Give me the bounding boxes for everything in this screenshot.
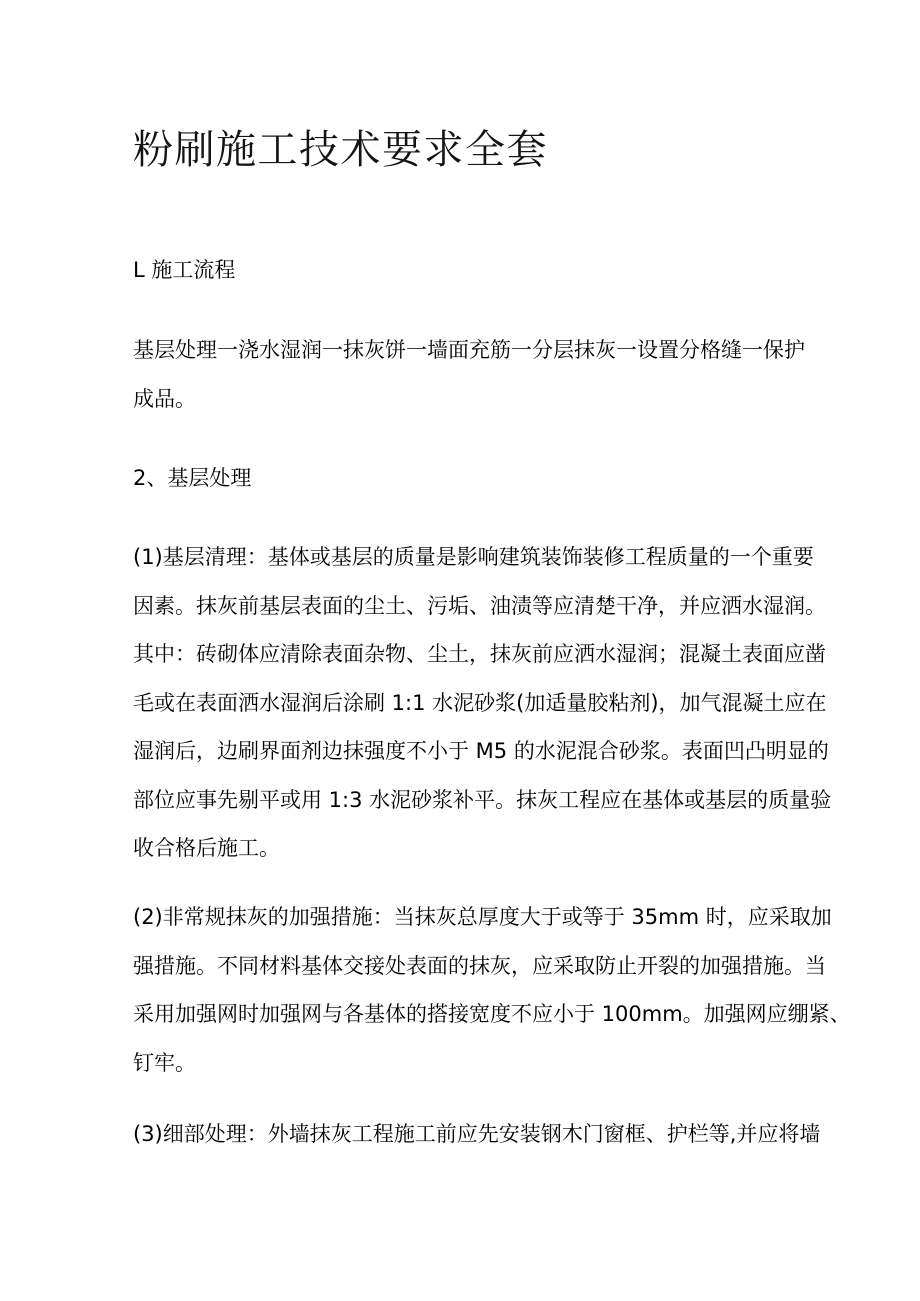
paragraph-line: 基层处理一浇水湿润一抹灰饼一墙面充筋一分层抹灰一设置分格缝一保护	[133, 338, 805, 362]
paragraph-line: 强措施。不同材料基体交接处表面的抹灰，应采取防止开裂的加强措施。当	[133, 953, 826, 978]
process-flow-paragraph	[133, 326, 893, 423]
paragraph-line: (3)细部处理：外墙抹灰工程施工前应先安装钢木门窗框、护栏等,并应将墙	[133, 1122, 821, 1146]
paragraph-line: 收合格后施工。	[133, 836, 280, 860]
paragraph-line: 钉牢。	[133, 1050, 196, 1075]
paragraph-line: 其中：砖砌体应清除表面杂物、尘土，抹灰前应洒水湿润；混凝土表面应凿	[133, 642, 826, 666]
section-heading-base-treatment	[133, 454, 893, 503]
paragraph-line: 采用加强网时加强网与各基体的搭接宽度不应小于 100mm。加强网应绷紧、	[133, 1002, 851, 1026]
paragraph-line: 毛或在表面洒水湿润后涂刷 1:1 水泥砂浆(加适量胶粘剂)，加气混凝土应在	[133, 690, 827, 715]
document-title: 粉刷施工技术要求全套	[133, 127, 548, 173]
paragraph-detail-treatment	[133, 1110, 893, 1159]
paragraph-line: 因素。抹灰前基层表面的尘土、污垢、油渍等应清楚干净，并应洒水湿润。	[133, 593, 826, 618]
paragraph-base-cleaning	[133, 533, 893, 873]
paragraph-line: 成品。	[133, 386, 196, 411]
section-heading-process	[133, 246, 893, 295]
paragraph-reinforcement	[133, 893, 893, 1087]
paragraph-line: (2)非常规抹灰的加强措施：当抹灰总厚度大于或等于 35mm 时，应采取加	[133, 905, 832, 929]
paragraph-line: 湿润后，边刷界面剂边抹强度不小于 M5 的水泥混合砂浆。表面凹凸明显的	[133, 739, 829, 763]
section-heading: L 施工流程	[133, 258, 236, 282]
section-heading: 2、基层处理	[133, 466, 252, 490]
paragraph-line: (1)基层清理：基体或基层的质量是影响建筑装饰装修工程质量的一个重要	[133, 545, 814, 569]
paragraph-line: 部位应事先剔平或用 1:3 水泥砂浆补平。抹灰工程应在基体或基层的质量验	[133, 787, 832, 812]
